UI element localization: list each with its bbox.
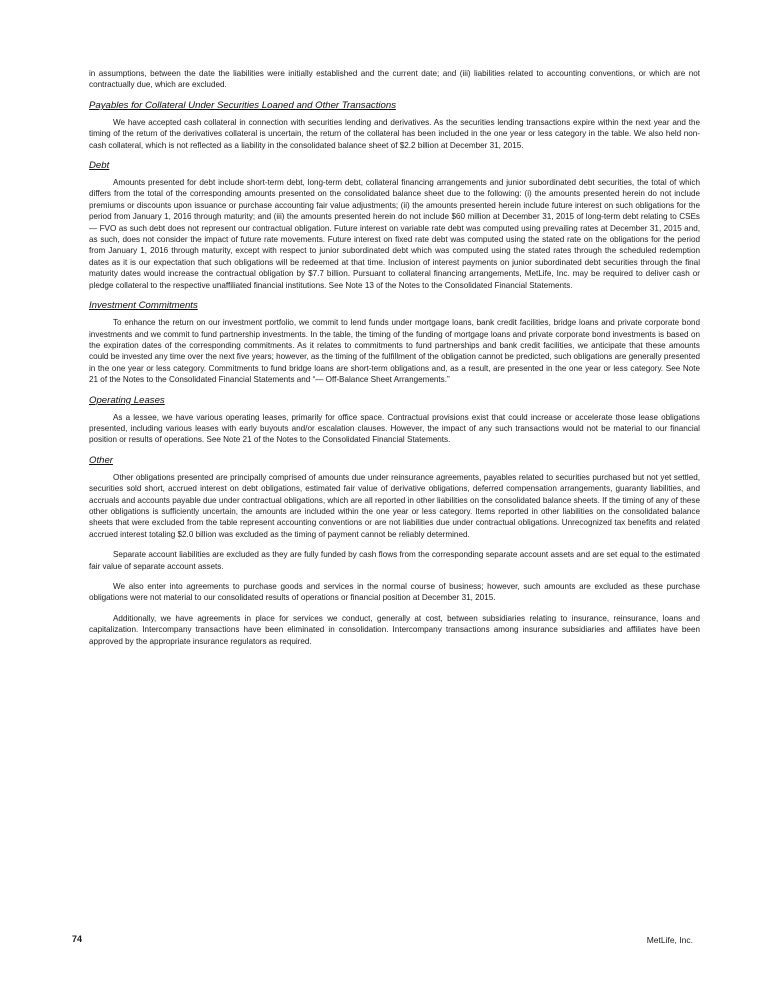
other-heading: Other	[89, 454, 113, 466]
debt-heading: Debt	[89, 160, 110, 172]
leases-heading: Operating Leases	[89, 394, 165, 406]
page-number: 74	[72, 934, 83, 944]
intro-paragraph: in assumptions, between the date the liabilities were initially established and the current date; and (iii) liabilities related to accounting conventions, or which are not contractually due, which are excluded.	[89, 69, 700, 90]
payables-paragraph: We have accepted cash collateral in connection with securities lending and derivatives. As the securities lending transactions expire within the next year and the timing of the return of the derivatives collateral is uncertain, the return of the collateral has been included in the one year or less category in the table. We also held non-cash collateral, which is not reflected as a liability in the consolidated balance sheet of $2.2 billion at December 31, 2015.	[89, 117, 700, 150]
company-name: MetLife, Inc.	[646, 935, 693, 945]
leases-paragraph: As a lessee, we have various operating leases, primarily for office space. Contractual provisions exist that could increase or accelerate those lease obligations presented, including various leases with early buyouts and/or escalation clauses. However, the impact of any such transactions would not be material to our financial position or results of operations. See Note 21 of the Notes to the Consolidated Financial Statements.	[89, 412, 700, 445]
investment-paragraph: To enhance the return on our investment portfolio, we commit to lend funds under mortgage loans, bank credit facilities, bridge loans and private corporate bond investments and we commit to fund partnership investments. In the table, the timing of the funding of mortgage loans and private corporate bond investments is based on the expiration dates of the corresponding commitments. As it relates to commitments to fund partnerships and bank credit facilities, we anticipate that these amounts could be invested any time over the next five years; however, as the timing of the fulfillment of the obligation cannot be predicted, such obligations are generally presented in the one year or less category. Commitments to fund bridge loans are short-term obligations and, as a result, are presented in the one year or less category. See Note 21 of the Notes to the Consolidated Financial Statements and “— Off-Balance Sheet Arrangements.”	[89, 318, 700, 385]
other-paragraph-1: Other obligations presented are principally comprised of amounts due under reinsurance agreements, payables related to securities purchased but not yet settled, securities sold short, accrued interest on debt obligations, estimated fair value of derivative obligations, deferred compensation arrangements, guaranty liabilities, and accruals and accounts payable due under contractual obligations, which are all reported in other liabilities on the consolidated balance sheets. If the timing of any of these other obligations is sufficiently uncertain, the amounts are included within the one year or less category. Items reported in other liabilities on the consolidated balance sheets that were excluded from the table represent accounting conventions or are not liabilities due under contractual obligations. Unrecognized tax benefits and related accrued interest totaling $2.0 billion was excluded as the timing of payment cannot be reliably determined.	[89, 472, 700, 539]
other-paragraph-2: Separate account liabilities are excluded as they are fully funded by cash flows from the corresponding separate account assets and are set equal to the estimated fair value of separate account assets.	[89, 550, 700, 571]
investment-heading: Investment Commitments	[89, 300, 198, 312]
other-paragraph-4: Additionally, we have agreements in place for services we conduct, generally at cost, between subsidiaries relating to insurance, reinsurance, loans and capitalization. Intercompany transactions have been eliminated in consolidation. Intercompany transactions among insurance subsidiaries and affiliates have been approved by the appropriate insurance regulators as required.	[89, 613, 700, 646]
document-body	[89, 68, 700, 656]
debt-paragraph: Amounts presented for debt include short-term debt, long-term debt, collateral financing arrangements and junior subordinated debt securities, the total of which differs from the total of the corresponding amounts presented on the consolidated balance sheet due to the following: (i) the amounts presented herein do not include premiums or discounts upon issuance or purchase accounting fair value adjustments; (ii) the amounts presented herein include future interest on such obligations for the period from January 1, 2016 through maturity; and (iii) the amounts presented herein do not include $60 million at December 31, 2015 of long-term debt relating to CSEs — FVO as such debt does not represent our contractual obligation. Future interest on variable rate debt was computed using prevailing rates at December 31, 2015 and, as such, does not consider the impact of future rate movements. Future interest on fixed rate debt was computed using the stated rate on the obligations for the period from January 1, 2016 through maturity, except with respect to junior subordinated debt which was computed using the stated rates through the scheduled redemption dates as it is our expectation that such obligations will be redeemed at that time. Inclusion of interest payments on junior subordinated debt securities through the final maturity dates would increase the contractual obligation by $7.7 billion. Pursuant to collateral financing arrangements, MetLife, Inc. may be required to deliver cash or pledge collateral to the respective unaffiliated financial institutions. See Note 13 of the Notes to the Consolidated Financial Statements.	[89, 178, 700, 290]
payables-heading: Payables for Collateral Under Securities Loaned and Other Transactions	[89, 99, 396, 111]
other-paragraph-3: We also enter into agreements to purchase goods and services in the normal course of business; however, such amounts are excluded as these purchase obligations were not material to our consolidated results of operations or financial position at December 31, 2015.	[89, 582, 700, 603]
